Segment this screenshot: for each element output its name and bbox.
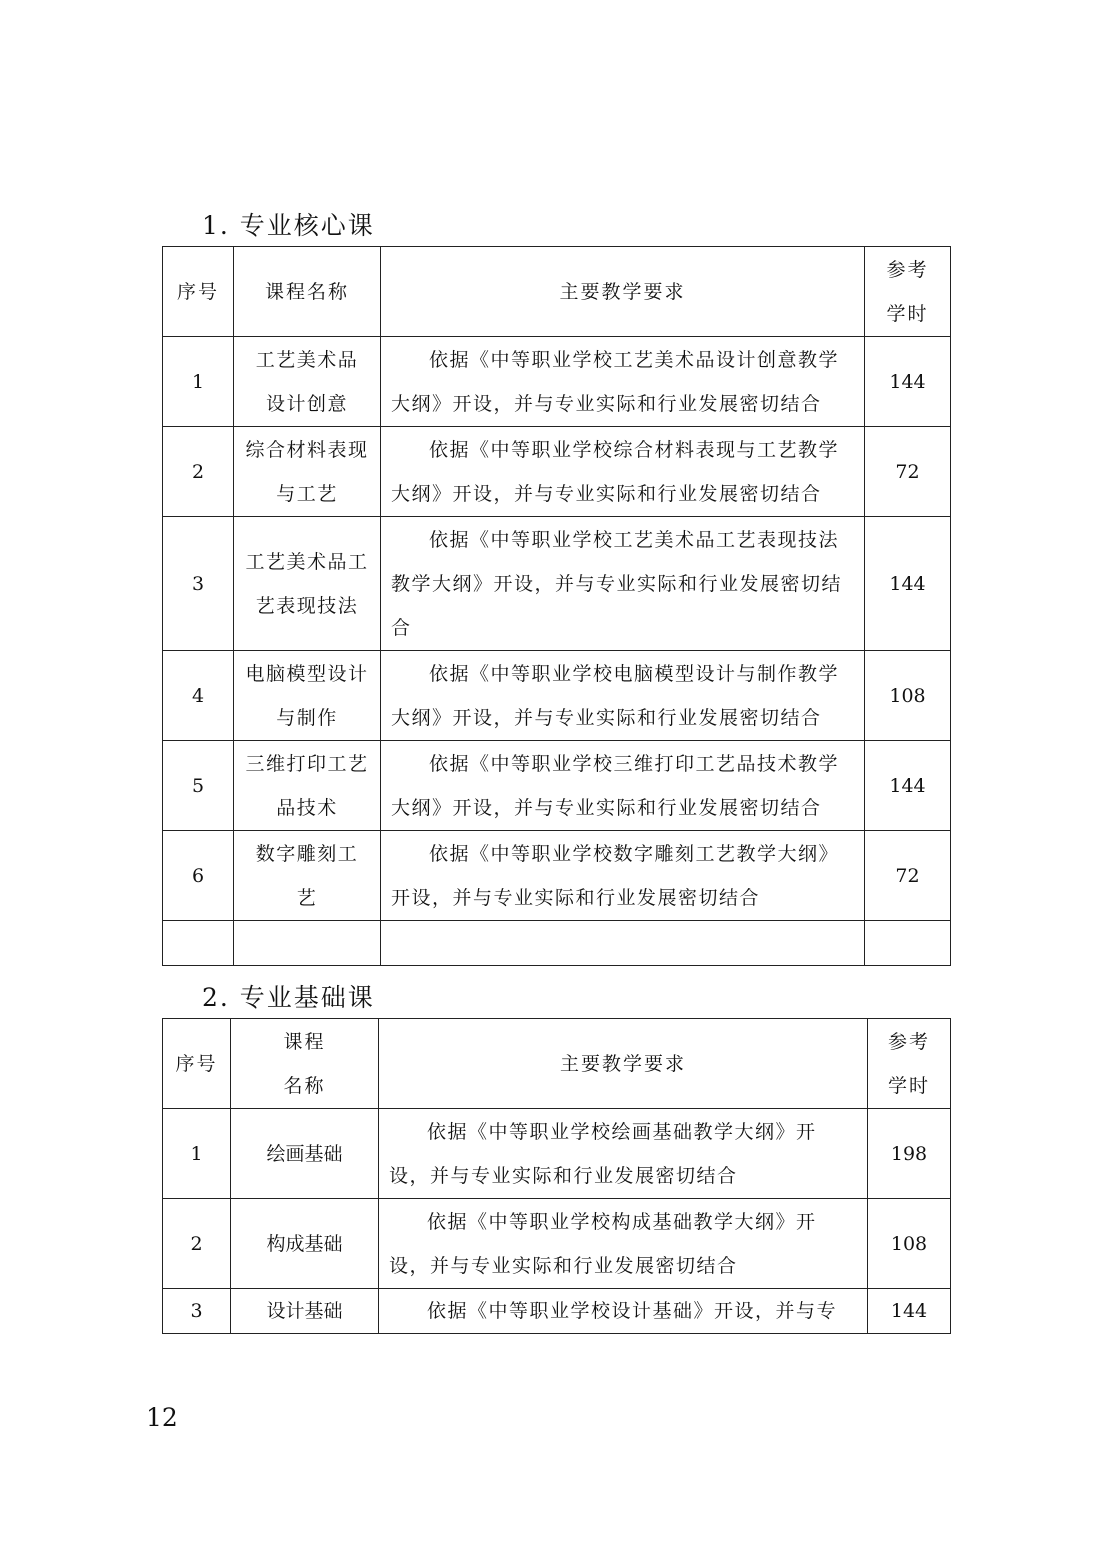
row-hours: 198 xyxy=(868,1109,951,1199)
table-row xyxy=(163,1199,951,1289)
header-no: 序号 xyxy=(163,247,234,337)
page-number: 12 xyxy=(146,1403,178,1432)
row-no: 6 xyxy=(163,831,234,921)
header-hours: 参考学时 xyxy=(865,247,951,337)
table-row xyxy=(163,1109,951,1199)
empty-row xyxy=(163,921,951,966)
table-row xyxy=(163,337,951,427)
row-no: 4 xyxy=(163,651,234,741)
header-no: 序号 xyxy=(163,1019,231,1109)
table-header-row xyxy=(163,247,951,337)
row-req: 依据《中等职业学校绘画基础教学大纲》开设，并与专业实际和行业发展密切结合 xyxy=(379,1109,868,1199)
row-req: 依据《中等职业学校电脑模型设计与制作教学大纲》开设，并与专业实际和行业发展密切结合 xyxy=(381,651,865,741)
row-no: 3 xyxy=(163,1289,231,1334)
section-2-title: 2. 专业基础课 xyxy=(202,983,375,1012)
header-name: 课程名称 xyxy=(234,247,381,337)
row-name: 工艺美术品设计创意 xyxy=(234,337,381,427)
row-name: 数字雕刻工艺 xyxy=(234,831,381,921)
foundation-course-table xyxy=(162,1018,951,1334)
section-1-title: 1. 专业核心课 xyxy=(202,211,375,240)
row-req: 依据《中等职业学校数字雕刻工艺教学大纲》开设，并与专业实际和行业发展密切结合 xyxy=(381,831,865,921)
row-req: 依据《中等职业学校综合材料表现与工艺教学大纲》开设，并与专业实际和行业发展密切结合 xyxy=(381,427,865,517)
row-hours: 144 xyxy=(868,1289,951,1334)
row-hours: 144 xyxy=(865,337,951,427)
row-no: 1 xyxy=(163,1109,231,1199)
row-req: 依据《中等职业学校工艺美术品设计创意教学大纲》开设，并与专业实际和行业发展密切结合 xyxy=(381,337,865,427)
row-name: 电脑模型设计与制作 xyxy=(234,651,381,741)
row-req: 依据《中等职业学校工艺美术品工艺表现技法教学大纲》开设，并与专业实际和行业发展密切结合 xyxy=(381,517,865,651)
row-name: 三维打印工艺品技术 xyxy=(234,741,381,831)
table-row xyxy=(163,1289,951,1334)
row-name: 工艺美术品工艺表现技法 xyxy=(234,517,381,651)
row-no: 2 xyxy=(163,1199,231,1289)
row-hours: 144 xyxy=(865,517,951,651)
core-course-table xyxy=(162,246,951,966)
row-name: 绘画基础 xyxy=(231,1109,379,1199)
table-row xyxy=(163,517,951,651)
row-req: 依据《中等职业学校三维打印工艺品技术教学大纲》开设，并与专业实际和行业发展密切结合 xyxy=(381,741,865,831)
table-row xyxy=(163,651,951,741)
row-name: 综合材料表现与工艺 xyxy=(234,427,381,517)
row-hours: 108 xyxy=(868,1199,951,1289)
header-name: 课程名称 xyxy=(231,1019,379,1109)
table-row xyxy=(163,427,951,517)
row-name: 设计基础 xyxy=(231,1289,379,1334)
row-no: 2 xyxy=(163,427,234,517)
row-hours: 72 xyxy=(865,831,951,921)
table-row xyxy=(163,741,951,831)
row-no: 1 xyxy=(163,337,234,427)
row-no: 3 xyxy=(163,517,234,651)
row-hours: 72 xyxy=(865,427,951,517)
header-req: 主要教学要求 xyxy=(379,1019,868,1109)
header-req: 主要教学要求 xyxy=(381,247,865,337)
row-name: 构成基础 xyxy=(231,1199,379,1289)
row-no: 5 xyxy=(163,741,234,831)
row-req: 依据《中等职业学校构成基础教学大纲》开设，并与专业实际和行业发展密切结合 xyxy=(379,1199,868,1289)
row-hours: 144 xyxy=(865,741,951,831)
row-hours: 108 xyxy=(865,651,951,741)
header-hours: 参考学时 xyxy=(868,1019,951,1109)
table-header-row xyxy=(163,1019,951,1109)
table-row xyxy=(163,831,951,921)
row-req: 依据《中等职业学校设计基础》开设，并与专 xyxy=(379,1289,868,1334)
